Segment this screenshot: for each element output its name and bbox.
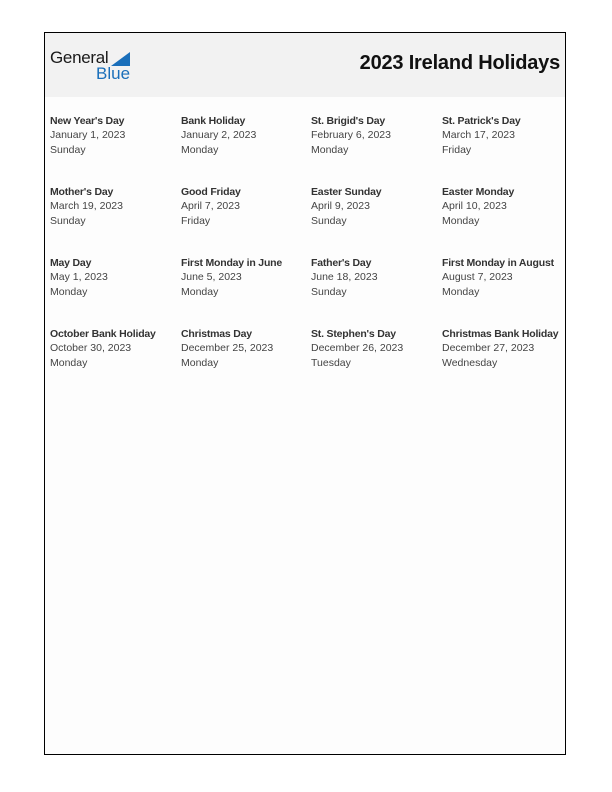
holiday-item: [311, 114, 442, 185]
holiday-item: [311, 256, 442, 327]
holiday-item: [442, 114, 565, 185]
holiday-name: St. Stephen's Day: [311, 328, 396, 340]
holiday-date: December 25, 2023: [181, 342, 274, 355]
holiday-name: Good Friday: [181, 186, 241, 198]
holiday-name: First Monday in August: [442, 257, 554, 269]
holiday-weekday: Monday: [311, 143, 349, 156]
holiday-name: May Day: [50, 257, 92, 269]
holiday-item: [181, 327, 311, 398]
page-title: 2023 Ireland Holidays: [359, 52, 560, 74]
holiday-date: December 26, 2023: [311, 342, 404, 355]
header-band: [45, 33, 565, 97]
holiday-weekday: Sunday: [50, 214, 86, 227]
holiday-item: [311, 185, 442, 256]
holiday-item: [50, 256, 181, 327]
holiday-weekday: Monday: [442, 214, 480, 227]
holiday-date: March 19, 2023: [50, 200, 123, 213]
holiday-weekday: Monday: [442, 285, 480, 298]
generalblue-logo: [50, 47, 140, 87]
holiday-item: [50, 185, 181, 256]
holiday-date: April 10, 2023: [442, 200, 507, 213]
holiday-weekday: Wednesday: [442, 356, 498, 369]
logo-word-general: General: [50, 48, 109, 67]
page-frame: [44, 32, 566, 755]
holiday-item: [50, 114, 181, 185]
holiday-name: Bank Holiday: [181, 115, 246, 127]
holiday-name: October Bank Holiday: [50, 328, 156, 340]
holiday-weekday: Sunday: [311, 285, 347, 298]
holiday-item: [442, 327, 565, 398]
holiday-date: January 1, 2023: [50, 129, 126, 142]
holiday-weekday: Monday: [50, 356, 88, 369]
holiday-weekday: Sunday: [50, 143, 86, 156]
holiday-name: First Monday in June: [181, 257, 283, 269]
holiday-date: April 9, 2023: [311, 200, 370, 213]
holiday-date: February 6, 2023: [311, 129, 391, 142]
holiday-weekday: Tuesday: [311, 356, 351, 369]
holiday-date: December 27, 2023: [442, 342, 535, 355]
holiday-name: Christmas Bank Holiday: [442, 328, 559, 340]
holiday-date: April 7, 2023: [181, 200, 240, 213]
holiday-date: June 5, 2023: [181, 271, 242, 284]
holiday-weekday: Monday: [181, 356, 219, 369]
holiday-item: [181, 256, 311, 327]
holiday-name: St. Brigid's Day: [311, 115, 385, 127]
holiday-date: August 7, 2023: [442, 271, 513, 284]
holiday-date: October 30, 2023: [50, 342, 132, 355]
holiday-name: Father's Day: [311, 257, 372, 269]
holiday-grid: [50, 114, 565, 398]
holiday-item: [311, 327, 442, 398]
holiday-name: Christmas Day: [181, 328, 252, 340]
holiday-date: January 2, 2023: [181, 129, 257, 142]
holiday-name: Easter Monday: [442, 186, 515, 198]
holiday-name: New Year's Day: [50, 115, 125, 127]
holiday-name: Mother's Day: [50, 186, 114, 198]
holiday-weekday: Friday: [442, 143, 472, 156]
holiday-date: March 17, 2023: [442, 129, 515, 142]
holiday-weekday: Friday: [181, 214, 211, 227]
holiday-item: [442, 256, 565, 327]
logo-word-blue: Blue: [96, 64, 131, 83]
holiday-name: Easter Sunday: [311, 186, 382, 198]
holiday-date: June 18, 2023: [311, 271, 378, 284]
holiday-date: May 1, 2023: [50, 271, 108, 284]
holiday-name: St. Patrick's Day: [442, 115, 521, 127]
holiday-weekday: Monday: [181, 143, 219, 156]
holiday-item: [181, 114, 311, 185]
holiday-item: [181, 185, 311, 256]
holiday-item: [442, 185, 565, 256]
holiday-weekday: Monday: [181, 285, 219, 298]
holiday-item: [50, 327, 181, 398]
holiday-weekday: Monday: [50, 285, 88, 298]
holiday-weekday: Sunday: [311, 214, 347, 227]
